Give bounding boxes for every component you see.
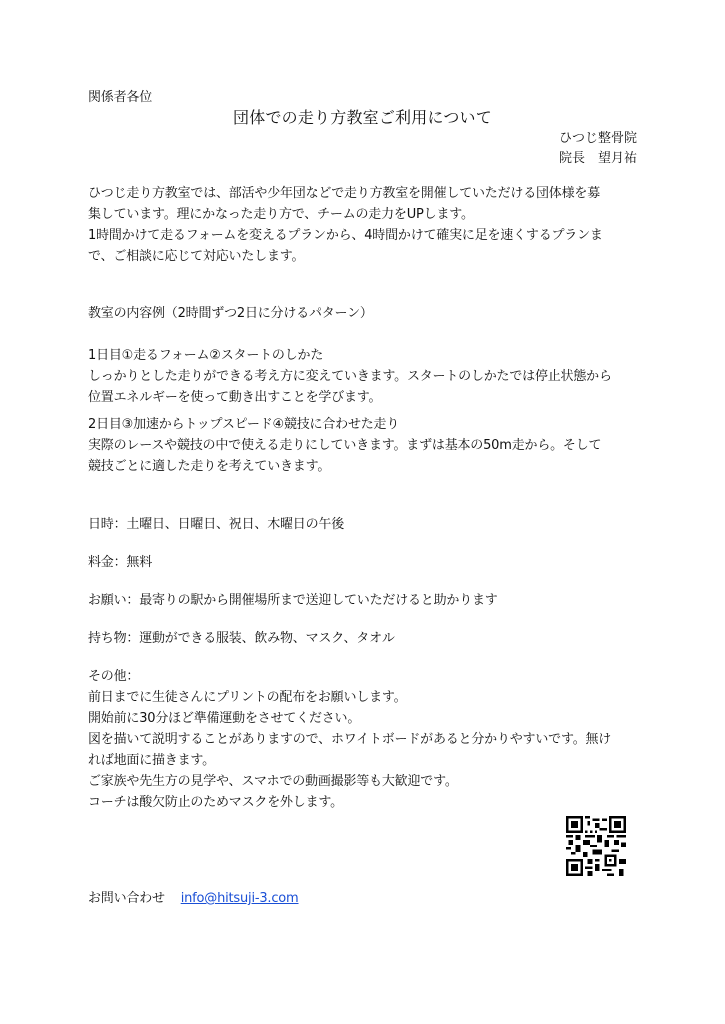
day1-line-1: しっかりとした走りができる考え方に変えていきます。スタートのしかたでは停止状態から [88, 369, 612, 384]
intro-line-4: で、ご相談に応じて対応いたします。 [88, 249, 305, 264]
fee-line: 料金：無料 [88, 555, 153, 570]
schedule-line: 日時：土曜日、日曜日、祝日、木曜日の午後 [88, 517, 345, 532]
contact-email-link[interactable]: info@hitsuji-3.com [180, 891, 299, 906]
intro-line-3: 1時間かけて走るフォームを変えるプランから、4時間かけて確実に足を速くするプランま [88, 228, 603, 243]
other-line-4: れば地面に描きます。 [88, 753, 215, 768]
other-heading: その他： [88, 669, 140, 684]
organization-name: ひつじ整骨院 [558, 131, 637, 146]
belongings-line: 持ち物：運動ができる服装、飲み物、マスク、タオル [88, 631, 395, 646]
qr-code [566, 816, 626, 876]
other-line-1: 前日までに生徒さんにプリントの配布をお願いします。 [88, 690, 407, 705]
intro-line-2: 集しています。理にかなった走り方で、チームの走力をUPします。 [88, 207, 474, 222]
request-line: お願い：最寄りの駅から開催場所まで送迎していただけると助かります [88, 593, 498, 608]
contact-line [88, 889, 299, 908]
day1-heading: 1日目①走るフォーム②スタートのしかた [88, 348, 324, 363]
other-line-3: 図を描いて説明することがありますので、ホワイトボードがあると分かりやすいです。無け [88, 732, 612, 747]
contact-label: お問い合わせ [88, 891, 165, 906]
other-line-5: ご家族や先生方の見学や、スマホでの動画撮影等も大歓迎です。 [88, 774, 458, 789]
intro-line-1: ひつじ走り方教室では、部活や少年団などで走り方教室を開催していただける団体様を募 [88, 186, 601, 201]
document-title: 団体での走り方教室ご利用について [233, 108, 492, 127]
director-name: 院長 望月祐 [558, 151, 637, 166]
day1-line-2: 位置エネルギーを使って動き出すことを学びます。 [88, 390, 382, 405]
day2-heading: 2日目③加速からトップスピード④競技に合わせた走り [88, 417, 400, 432]
day2-line-1: 実際のレースや競技の中で使える走りにしていきます。まずは基本の50m走から。そして [88, 438, 602, 453]
day2-line-2: 競技ごとに適した走りを考えていきます。 [88, 459, 331, 474]
other-line-6: コーチは酸欠防止のためマスクを外します。 [88, 795, 343, 810]
addressee: 関係者各位 [88, 90, 153, 105]
example-heading: 教室の内容例（2時間ずつ2日に分けるパターン） [88, 306, 373, 321]
other-line-2: 開始前に30分ほど準備運動をさせてください。 [88, 711, 361, 726]
